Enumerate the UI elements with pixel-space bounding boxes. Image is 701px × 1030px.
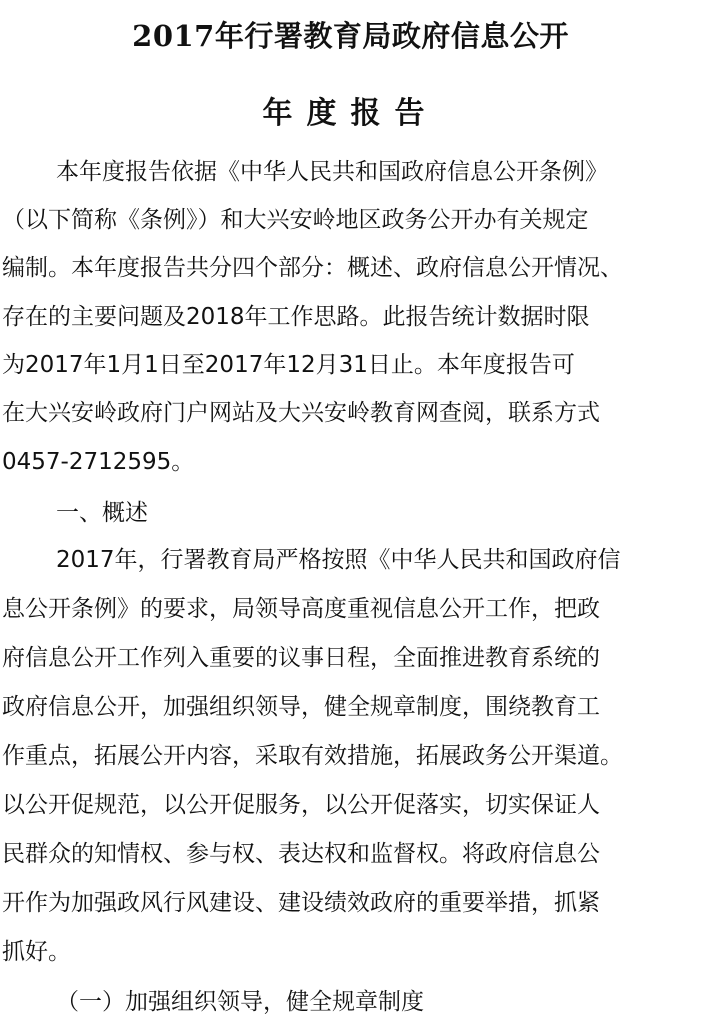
report-title-line2: 年度报告 xyxy=(262,96,439,131)
overview-line: 息公开条例》的要求，局领导高度重视信息公开工作，把政 xyxy=(2,596,600,622)
intro-line: 为2017年1月1日至2017年12月31日止。本年度报告可 xyxy=(2,352,575,378)
overview-line: 民群众的知情权、参与权、表达权和监督权。将政府信息公 xyxy=(2,841,600,867)
subsection-heading: （一）加强组织领导，健全规章制度 xyxy=(56,989,424,1015)
overview-line: 政府信息公开，加强组织领导，健全规章制度，围绕教育工 xyxy=(2,694,600,720)
section-heading-overview: 一、概述 xyxy=(56,500,148,526)
intro-line: 存在的主要问题及2018年工作思路。此报告统计数据时限 xyxy=(2,304,590,330)
overview-line: 作重点，拓展公开内容，采取有效措施，拓展政务公开渠道。 xyxy=(2,743,623,769)
overview-line: 以公开促规范，以公开促服务，以公开促落实，切实保证人 xyxy=(2,792,600,818)
intro-line: 在大兴安岭政府门户网站及大兴安岭教育网查阅，联系方式 xyxy=(2,400,600,426)
intro-line: 0457-2712595。 xyxy=(2,449,195,475)
overview-line: 府信息公开工作列入重要的议事日程，全面推进教育系统的 xyxy=(2,645,600,671)
overview-line: 2017年，行署教育局严格按照《中华人民共和国政府信 xyxy=(56,547,621,573)
overview-line: 抓好。 xyxy=(2,939,71,965)
intro-line: （以下简称《条例》）和大兴安岭地区政务公开办有关规定 xyxy=(2,207,589,233)
report-title-line1: 2017年行署教育局政府信息公开 xyxy=(132,19,569,53)
intro-line: 编制。本年度报告共分四个部分：概述、政府信息公开情况、 xyxy=(2,255,623,281)
overview-line: 开作为加强政风行风建设、建设绩效政府的重要举措，抓紧 xyxy=(2,890,600,916)
intro-line: 本年度报告依据《中华人民共和国政府信息公开条例》 xyxy=(56,159,608,185)
